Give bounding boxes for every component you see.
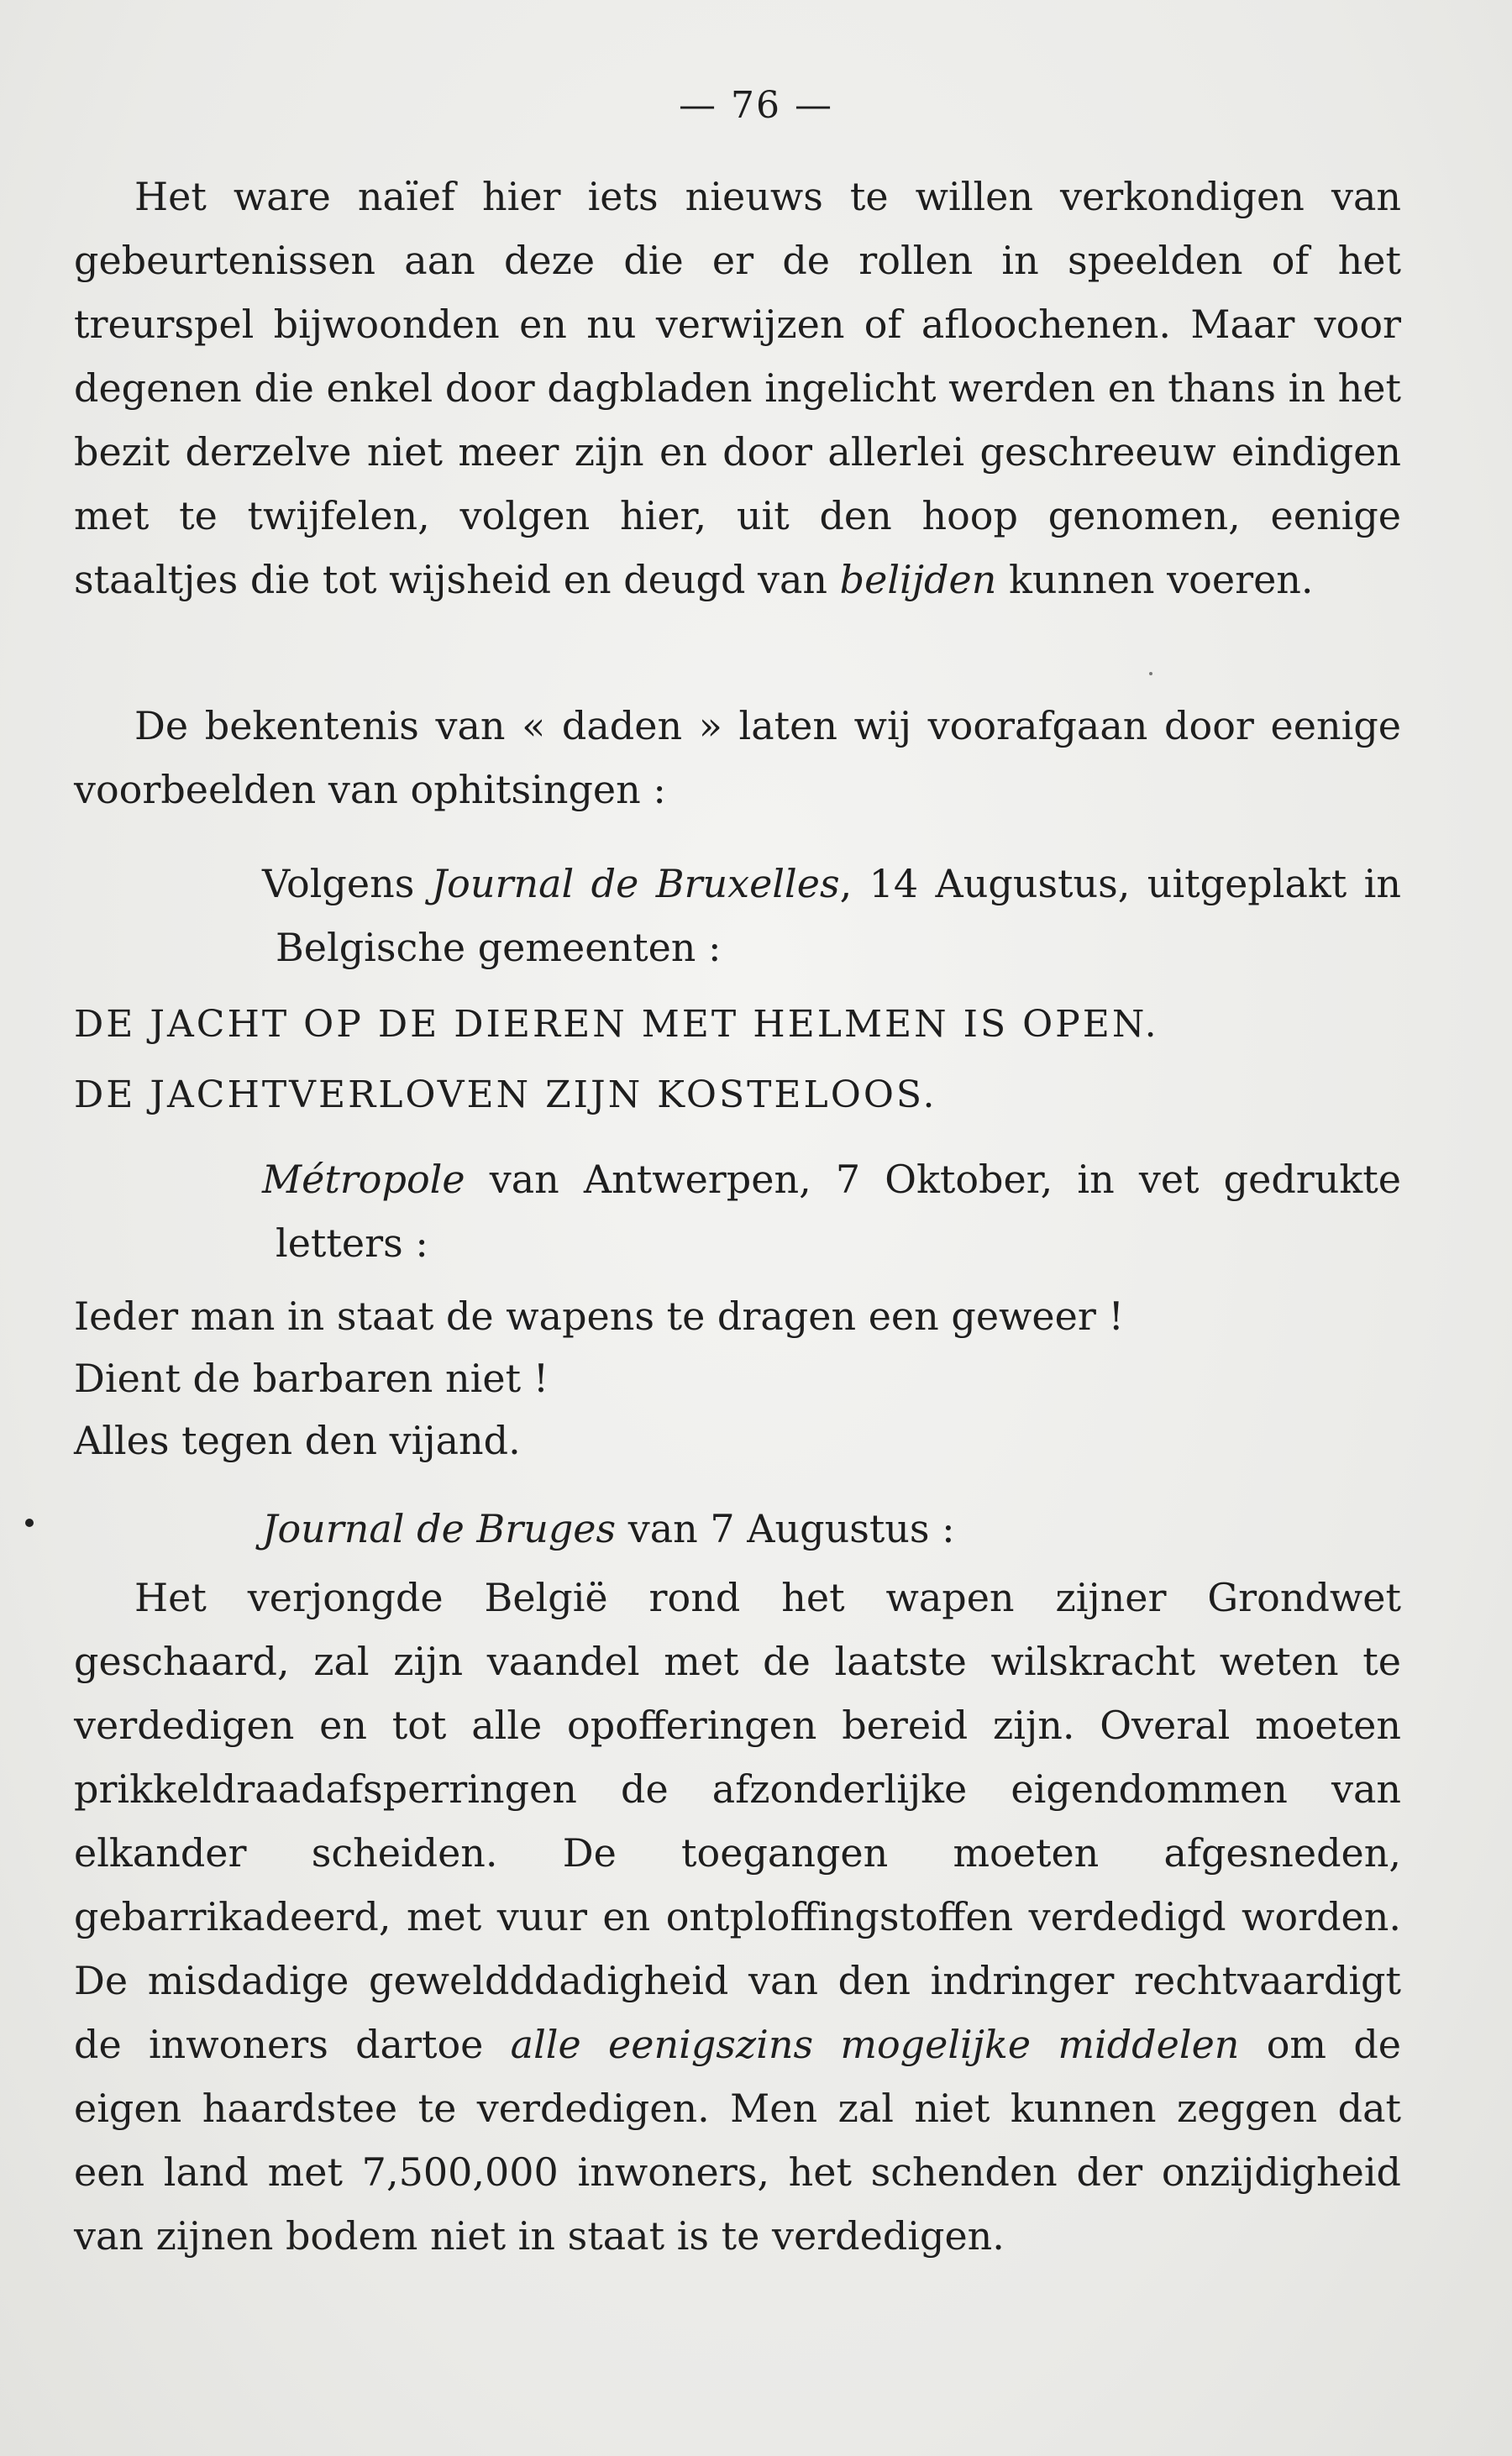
- source-title-metropole: Métropole: [262, 1157, 465, 1202]
- paragraph-bruges: [74, 1566, 1401, 2268]
- quote-line-3: Alles tegen den vijand.: [74, 1418, 521, 1463]
- source-journal-de-bruges: Journal de Bruges van 7 Augustus :: [262, 1506, 955, 1551]
- source-journal-de-bruxelles: Volgens Journal de Bruxelles, 14 Augustus, uitgeplakt in Belgische gemeenten :: [262, 861, 1401, 970]
- margin-dot-mark: [25, 1519, 34, 1527]
- paragraph-bekentenis: [74, 694, 1401, 821]
- poster-line-2: DE JACHTVERLOVEN ZIJN KOSTELOOS.: [74, 1073, 937, 1116]
- page-number: — 76 —: [679, 84, 833, 127]
- quote-line-1: Ieder man in staat de wapens te dragen een geweer !: [74, 1294, 1124, 1339]
- paragraph-bruges-end: om de eigen haardstee te verdedigen. Men zal niet kunnen zeggen dat een land met 7,500,000 inwoners, het schenden der onzijdigheid van zijnen bodem niet in staat is te verdedigen.: [74, 2022, 1401, 2259]
- poster-line-1: DE JACHT OP DE DIEREN MET HELMEN IS OPEN.: [74, 1003, 1159, 1046]
- paragraph-intro-italic: belijden: [839, 557, 997, 602]
- quote-line-2: Dient de barbaren niet !: [74, 1356, 549, 1401]
- paragraph-intro: [74, 165, 1401, 611]
- source-title-bruges: Journal de Bruges: [262, 1506, 617, 1551]
- source-title-bruxelles: Journal de Bruxelles: [431, 861, 840, 906]
- source-metropole: Métropole van Antwerpen, 7 Oktober, in vet gedrukte letters :: [262, 1157, 1401, 1266]
- speck-mark: [1149, 672, 1152, 675]
- paragraph-bekentenis-text: De bekentenis van « daden » laten wij voorafgaan door eenige voorbeelden van ophitsingen :: [74, 703, 1401, 812]
- paragraph-bruges-text: Het verjongde België rond het wapen zijner Grondwet geschaard, zal zijn vaandel met de laatste wilskracht weten te verdedigen en tot alle opofferingen bereid zijn. Overal moeten prikkeldraadafsperringen de afzonderlijke eigendommen van elkander scheiden. De toegangen moeten afgesneden, gebarrikadeerd, met vuur en ontploffingstoffen verdedigd worden. De misdadige geweldddadigheid van den indringer rechtvaardigt de inwoners dartoe: [74, 1575, 1401, 2067]
- paragraph-bruges-italic: alle eenigszins mogelijke middelen: [510, 2022, 1240, 2067]
- poster-text: [74, 989, 1401, 1131]
- metropole-quote: [74, 1285, 1401, 1472]
- paragraph-intro-end: kunnen voeren.: [996, 557, 1314, 602]
- paragraph-intro-text: Het ware naïef hier iets nieuws te willen verkondigen van gebeurtenissen aan deze die er de rollen in speelden of het treurspel bijwoonden en nu verwijzen of afloochenen. Maar voor degenen die enkel door dagbladen ingelicht werden en thans in het bezit derzelve niet meer zijn en door allerlei geschreeuw eindigen met te twijfelen, volgen hier, uit den hoop genomen, eenige staaltjes die tot wijsheid en deugd van: [74, 174, 1401, 602]
